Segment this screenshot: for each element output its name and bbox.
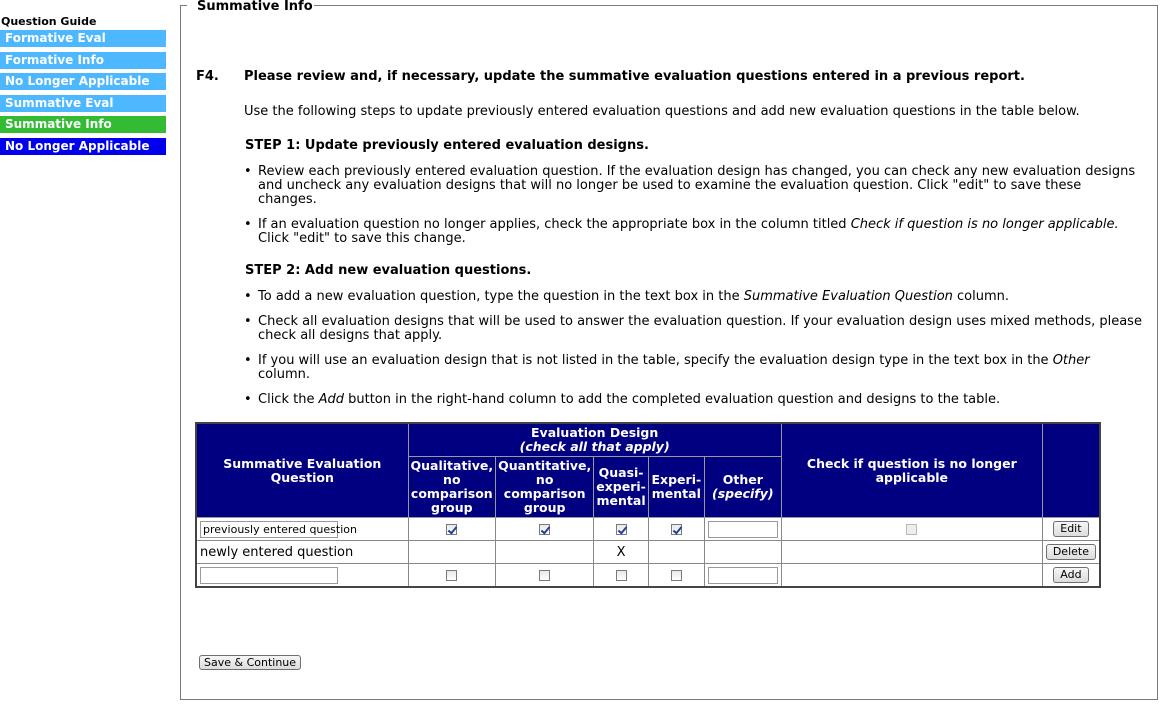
panel-border: [180, 5, 187, 6]
question-text-input[interactable]: previously entered question: [200, 521, 338, 538]
step2-heading: STEP 2: Add new evaluation questions.: [245, 263, 532, 278]
col-header-experimental: Experi-mental: [648, 457, 704, 518]
question-intro: Use the following steps to update previously entered evaluation questions and add new evaluation questions in the table below.: [244, 104, 1080, 119]
nav-formative-eval[interactable]: Formative Eval: [0, 30, 166, 47]
nav-summative-info[interactable]: Summative Info: [0, 116, 166, 133]
table-row: [196, 541, 1100, 564]
table-row: [196, 564, 1100, 588]
question-text: Please review and, if necessary, update the summative evaluation questions entered in a previous report.: [244, 69, 1025, 84]
question-number: F4.: [196, 69, 219, 84]
delete-button[interactable]: Delete: [1046, 544, 1096, 560]
nav-formative-info[interactable]: Formative Info: [0, 52, 166, 69]
step1-heading: STEP 1: Update previously entered evaluation designs.: [245, 138, 649, 153]
col-header-action: [1042, 423, 1100, 518]
experimental-checkbox[interactable]: [671, 524, 682, 535]
col-header-quantitative: Quantitative, no comparison group: [496, 457, 594, 518]
col-header-question: Summative Evaluation Question: [196, 423, 408, 518]
quantitative-checkbox[interactable]: [539, 524, 550, 535]
qualitative-checkbox[interactable]: [446, 570, 457, 581]
table-row: [196, 518, 1100, 541]
evaluation-questions-table: [195, 422, 1101, 588]
col-header-qualitative: Qualitative, no comparison group: [408, 457, 496, 518]
question-text: newly entered question: [196, 541, 408, 564]
other-text-input[interactable]: [708, 567, 778, 584]
col-header-other: Other (specify): [704, 457, 781, 518]
save-continue-button[interactable]: Save & Continue: [199, 655, 301, 670]
col-header-evaluation-design: Evaluation Design (check all that apply): [408, 423, 781, 457]
sidebar-title: Question Guide: [1, 15, 97, 28]
step1-list: [244, 165, 1144, 246]
nav-summative-eval[interactable]: Summative Eval: [0, 95, 166, 112]
panel-legend: Summative Info: [197, 0, 313, 14]
new-question-input[interactable]: [200, 567, 338, 584]
quantitative-checkbox[interactable]: [539, 570, 550, 581]
no-longer-applicable-checkbox[interactable]: [906, 524, 917, 535]
list-item: • Check all evaluation designs that will be used to answer the evaluation question. If your evaluation design uses mixed methods, please check all designs that apply.: [244, 315, 1144, 343]
edit-button[interactable]: Edit: [1053, 521, 1088, 537]
question-guide-sidebar: [0, 15, 166, 160]
quasi-experimental-checkbox[interactable]: [616, 524, 627, 535]
list-item: • If you will use an evaluation design that is not listed in the table, specify the evaluation design type in the text box in the Other column.: [244, 354, 1144, 382]
list-item: • Review each previously entered evaluation question. If the evaluation design has changed, you can check any new evaluation designs and uncheck any evaluation designs that will no longer be used to examine the evaluation question. Click "edit" to save these changes.: [244, 165, 1144, 207]
nav-summative-no-longer-applicable[interactable]: No Longer Applicable: [0, 138, 166, 155]
experimental-checkbox[interactable]: [671, 570, 682, 581]
qualitative-checkbox[interactable]: [446, 524, 457, 535]
quasi-experimental-checkbox[interactable]: [616, 570, 627, 581]
col-header-no-longer-applicable: Check if question is no longer applicable: [781, 423, 1042, 518]
quasi-experimental-mark: X: [594, 541, 649, 564]
add-button[interactable]: Add: [1053, 567, 1088, 583]
panel-border: [303, 5, 1158, 6]
list-item: • If an evaluation question no longer applies, check the appropriate box in the column titled Check if question is no longer applicable. Click "edit" to save this change.: [244, 218, 1144, 246]
list-item: • To add a new evaluation question, type the question in the text box in the Summative Evaluation Question column.: [244, 290, 1144, 304]
list-item: • Click the Add button in the right-hand column to add the completed evaluation question and designs to the table.: [244, 393, 1144, 407]
other-text-input[interactable]: [708, 521, 778, 538]
step2-list: [244, 290, 1144, 407]
nav-formative-no-longer-applicable[interactable]: No Longer Applicable: [0, 73, 166, 90]
col-header-quasi-experimental: Quasi-experi-mental: [594, 457, 649, 518]
